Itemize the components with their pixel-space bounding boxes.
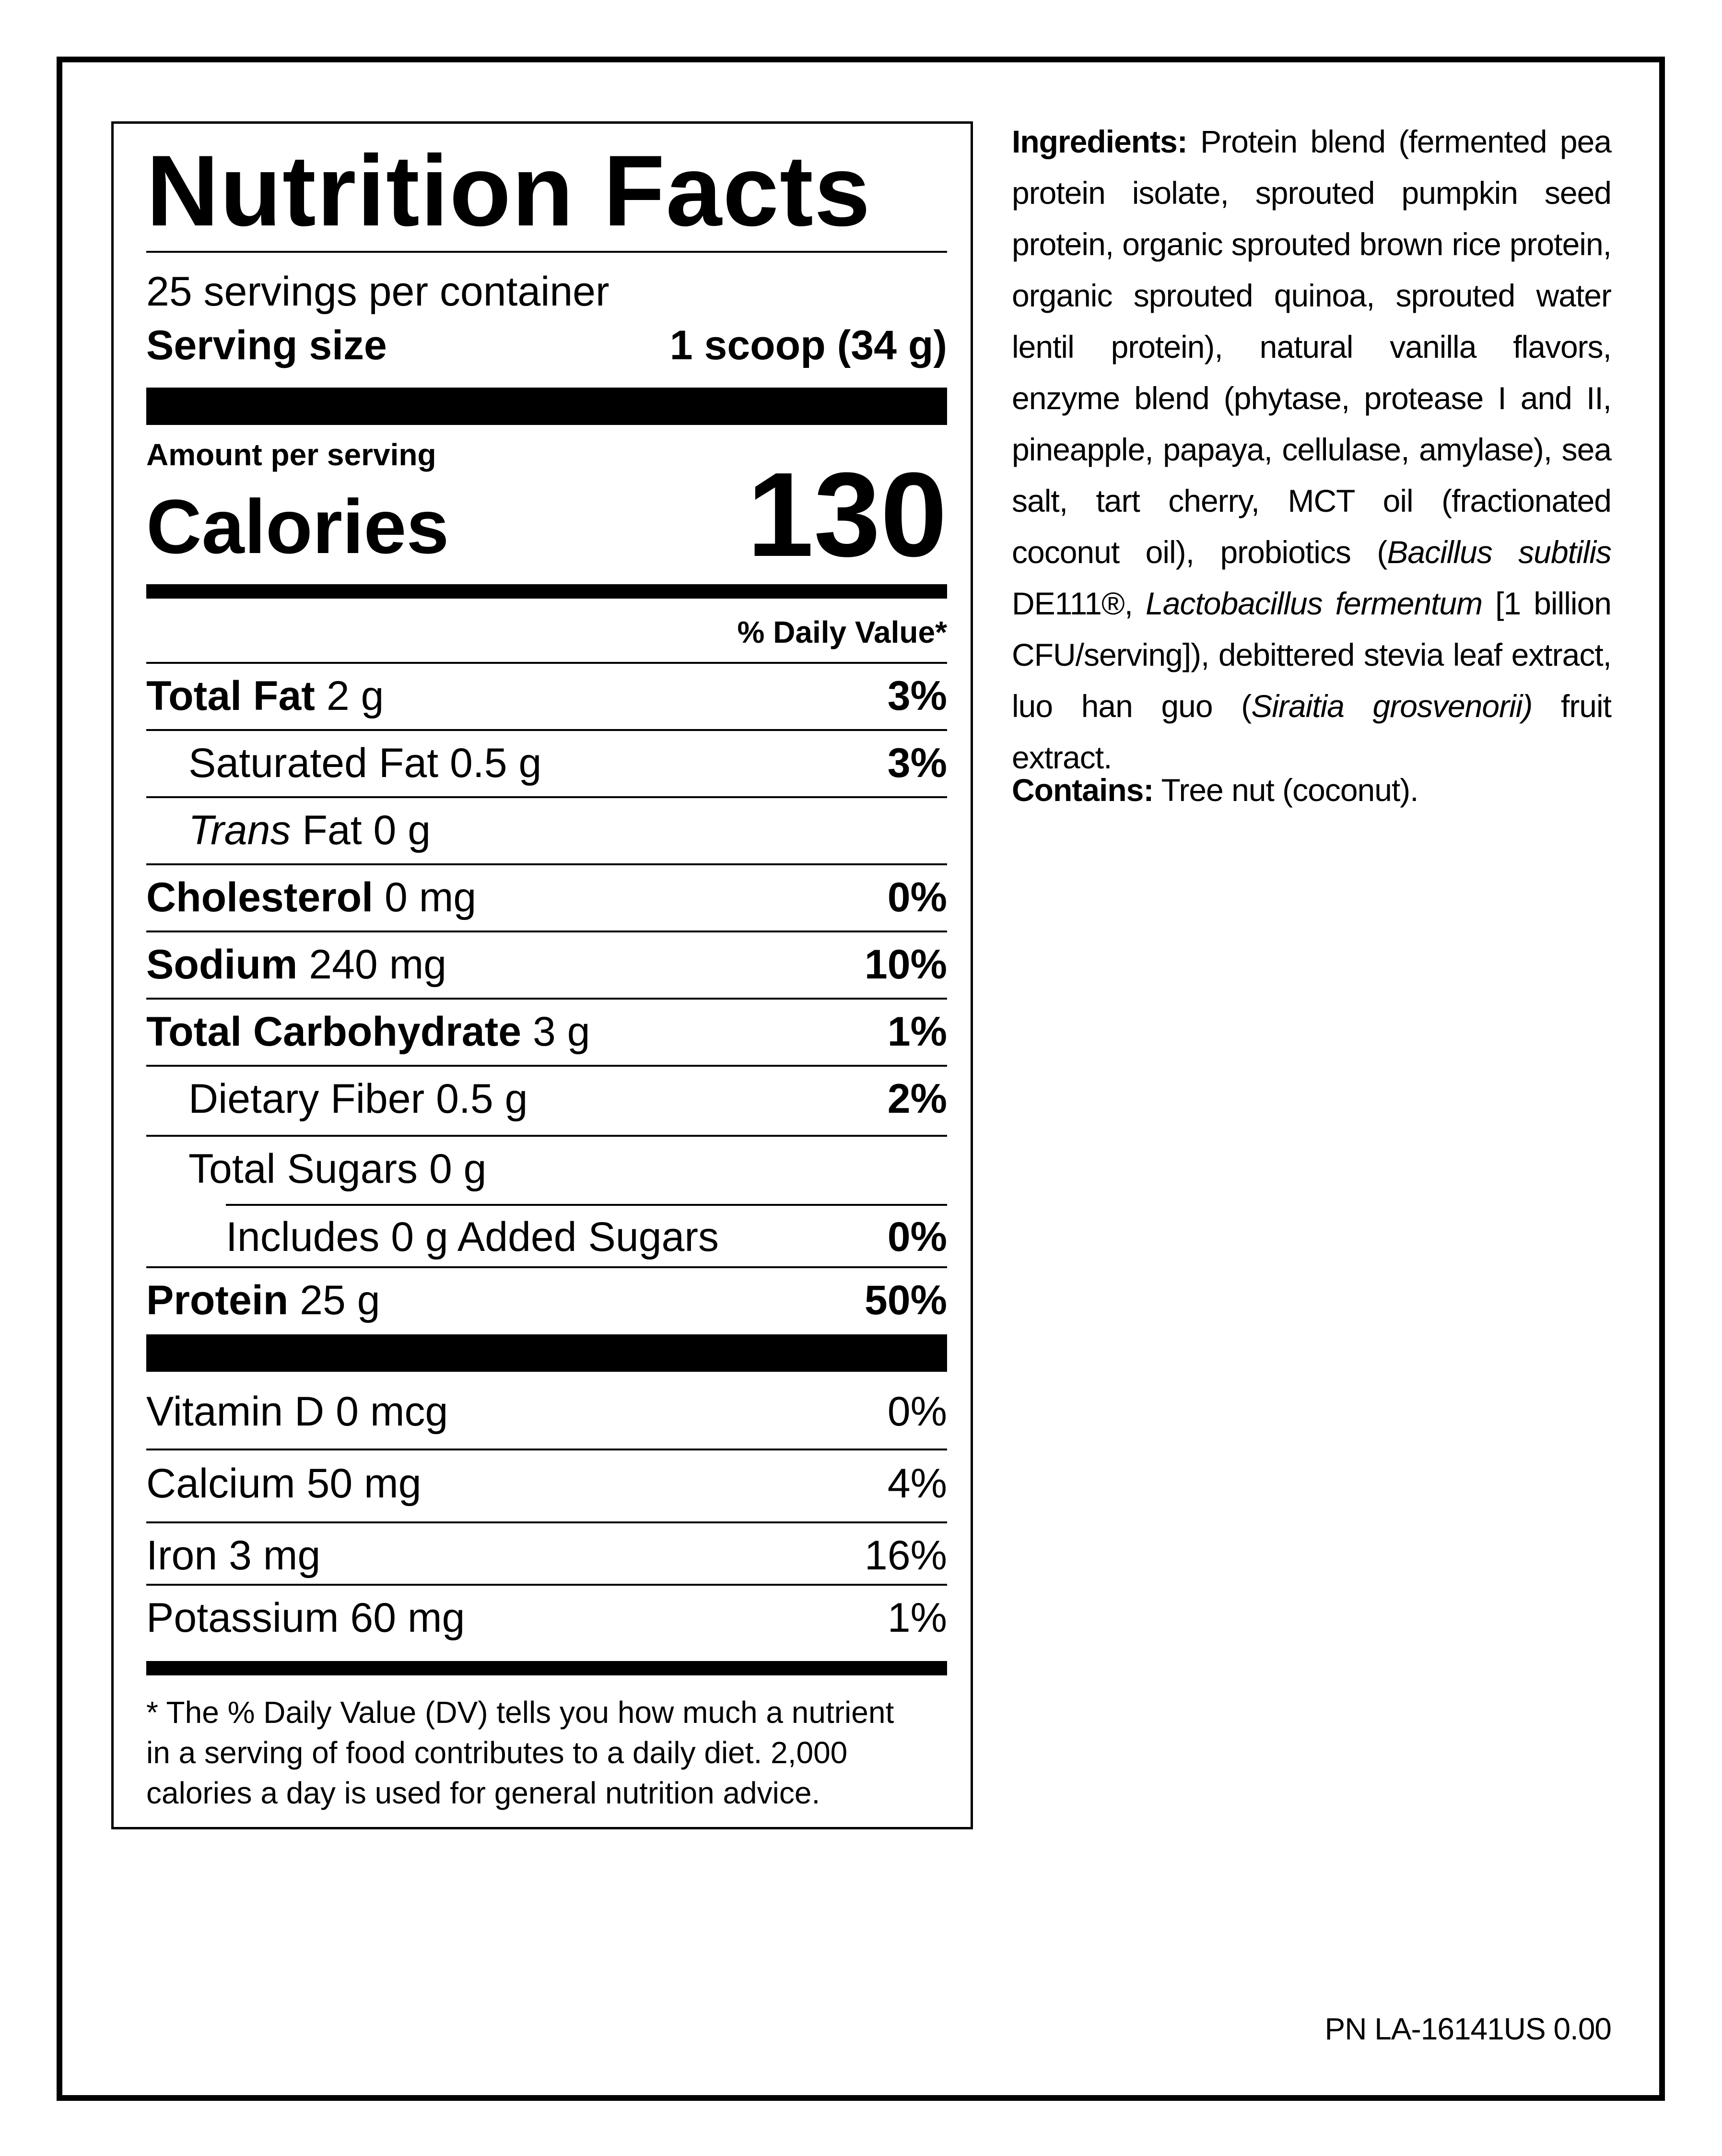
footnote-line: calories a day is used for general nutrition advice. (146, 1776, 820, 1810)
nutrient-amount: 0.5 g (450, 740, 542, 786)
nutrient-row-total-carbohydrate (146, 1001, 947, 1063)
divider (146, 998, 947, 1000)
nutrient-row-sodium (146, 933, 947, 996)
nutrient-dv: 1% (887, 1009, 947, 1055)
vitamin-dv: 4% (887, 1461, 947, 1507)
divider (146, 931, 947, 932)
divider (146, 1135, 947, 1137)
ingredients-label: Ingredients: (1012, 124, 1187, 159)
footnote (146, 1692, 947, 1813)
divider (146, 1266, 947, 1268)
nutrient-amount: 0.5 g (436, 1076, 528, 1122)
divider (146, 1521, 947, 1523)
vitamin-label: Calcium 50 mg (146, 1461, 422, 1507)
nutrient-dv: 0% (887, 874, 947, 920)
nutrient-dv: 0% (887, 1214, 947, 1260)
nutrient-amount: 240 mg (309, 942, 447, 988)
divider (146, 1449, 947, 1450)
vitamin-dv: 0% (887, 1389, 947, 1435)
vitamin-label: Vitamin D 0 mcg (146, 1389, 448, 1435)
servings-per-container: 25 servings per container (146, 269, 609, 315)
amount-per-serving: Amount per serving (146, 437, 436, 472)
vitamin-label: Iron 3 mg (146, 1532, 321, 1579)
nutrient-dv: 3% (887, 673, 947, 719)
vitamin-label: Potassium 60 mg (146, 1595, 465, 1641)
nutrient-dv: 50% (864, 1277, 947, 1323)
contains-label: Contains: (1012, 772, 1154, 808)
part-number: PN LA-16141US 0.00 (1324, 2012, 1611, 2046)
divider (146, 1584, 947, 1586)
serving-size-label: Serving size (146, 322, 387, 368)
ingredients-italic: Bacillus subtilis (1387, 534, 1612, 570)
nutrition-facts-title: Nutrition Facts (146, 134, 871, 247)
nutrient-dv: 2% (887, 1076, 947, 1122)
nutrient-amount: Fat 0 g (302, 807, 431, 853)
nutrient-name: Total Sugars (188, 1146, 418, 1192)
ingredients-part: [1 billion CFU/serving]), debittered stevia leaf extract, luo han guo ( (1012, 586, 1611, 724)
nutrient-name: Saturated Fat (188, 740, 439, 786)
nutrient-name: Sodium (146, 942, 298, 988)
contains-value: Tree nut (coconut). (1153, 772, 1418, 808)
calories-value: 130 (747, 448, 947, 581)
nutrient-name: Total Carbohydrate (146, 1009, 522, 1055)
divider (146, 729, 947, 731)
nutrient-amount: 0 g (429, 1146, 487, 1192)
ingredients-part: DE111®, (1012, 586, 1146, 621)
nutrient-name: Includes 0 g Added Sugars (226, 1214, 719, 1260)
nutrient-amount: 3 g (532, 1009, 590, 1055)
footnote-line: in a serving of food contributes to a daily diet. 2,000 (146, 1735, 848, 1770)
nutrient-row-total-fat (146, 665, 947, 727)
ingredients-italic: Lactobacillus fermentum (1146, 586, 1483, 621)
nutrient-dv: 3% (887, 740, 947, 786)
nutrient-name: Cholesterol (146, 874, 374, 920)
ingredients-text (1012, 116, 1611, 783)
vitamin-dv: 1% (887, 1595, 947, 1641)
nutrient-name: Trans (188, 807, 291, 853)
divider (146, 662, 947, 664)
ingredients-part: fruit extract. (1012, 688, 1612, 775)
thick-divider (146, 1334, 947, 1372)
nutrient-row-trans-fat (146, 799, 947, 861)
nutrient-name: Protein (146, 1277, 289, 1323)
thick-divider (146, 388, 947, 425)
divider (146, 251, 947, 253)
nutrient-row-saturated-fat (146, 732, 947, 794)
vitamin-dv: 16% (864, 1532, 947, 1579)
vitamin-row-potassium (146, 1587, 947, 1649)
ingredients-italic: Siraitia grosvenorii) (1251, 688, 1533, 724)
contains-text (1012, 765, 1611, 816)
nutrient-amount: 0 mg (385, 874, 477, 920)
divider (146, 863, 947, 865)
daily-value-header: % Daily Value* (737, 615, 947, 649)
nutrient-dv: 10% (864, 942, 947, 988)
nutrient-amount: 25 g (300, 1277, 380, 1323)
nutrient-row-protein (146, 1269, 947, 1331)
vitamin-row-iron (146, 1524, 947, 1587)
ingredients-part: Protein blend (fermented pea protein isolate, sprouted pumpkin seed protein, organic sprouted brown rice protein, organic sprouted quinoa, sprouted water lentil protein), natural vanilla flavors, enzyme blend (phytase, protease I and II, pineapple, papaya, cellulase, amylase), sea salt, tart cherry, MCT oil (fractionated coconut oil), probiotics ( (1012, 124, 1611, 570)
nutrient-name: Total Fat (146, 673, 315, 719)
nutrient-amount: 2 g (326, 673, 384, 719)
serving-size-value: 1 scoop (34 g) (669, 322, 947, 368)
nutrient-row-total-sugars (146, 1138, 947, 1200)
vitamin-row-vitamin-d (146, 1380, 947, 1443)
nutrient-name: Dietary Fiber (188, 1076, 425, 1122)
nutrient-row-dietary-fiber (146, 1068, 947, 1130)
medium-divider (146, 584, 947, 599)
serving-size-row (146, 321, 947, 369)
vitamin-row-calcium (146, 1452, 947, 1515)
divider (146, 1065, 947, 1067)
divider (146, 796, 947, 798)
calories-label: Calories (146, 483, 449, 569)
nutrient-row-cholesterol (146, 866, 947, 929)
footnote-line: * The % Daily Value (DV) tells you how much a nutrient (146, 1695, 894, 1730)
nutrient-row-added-sugars (146, 1206, 947, 1268)
medium-divider (146, 1661, 947, 1675)
nutrition-facts-panel (111, 121, 973, 1829)
